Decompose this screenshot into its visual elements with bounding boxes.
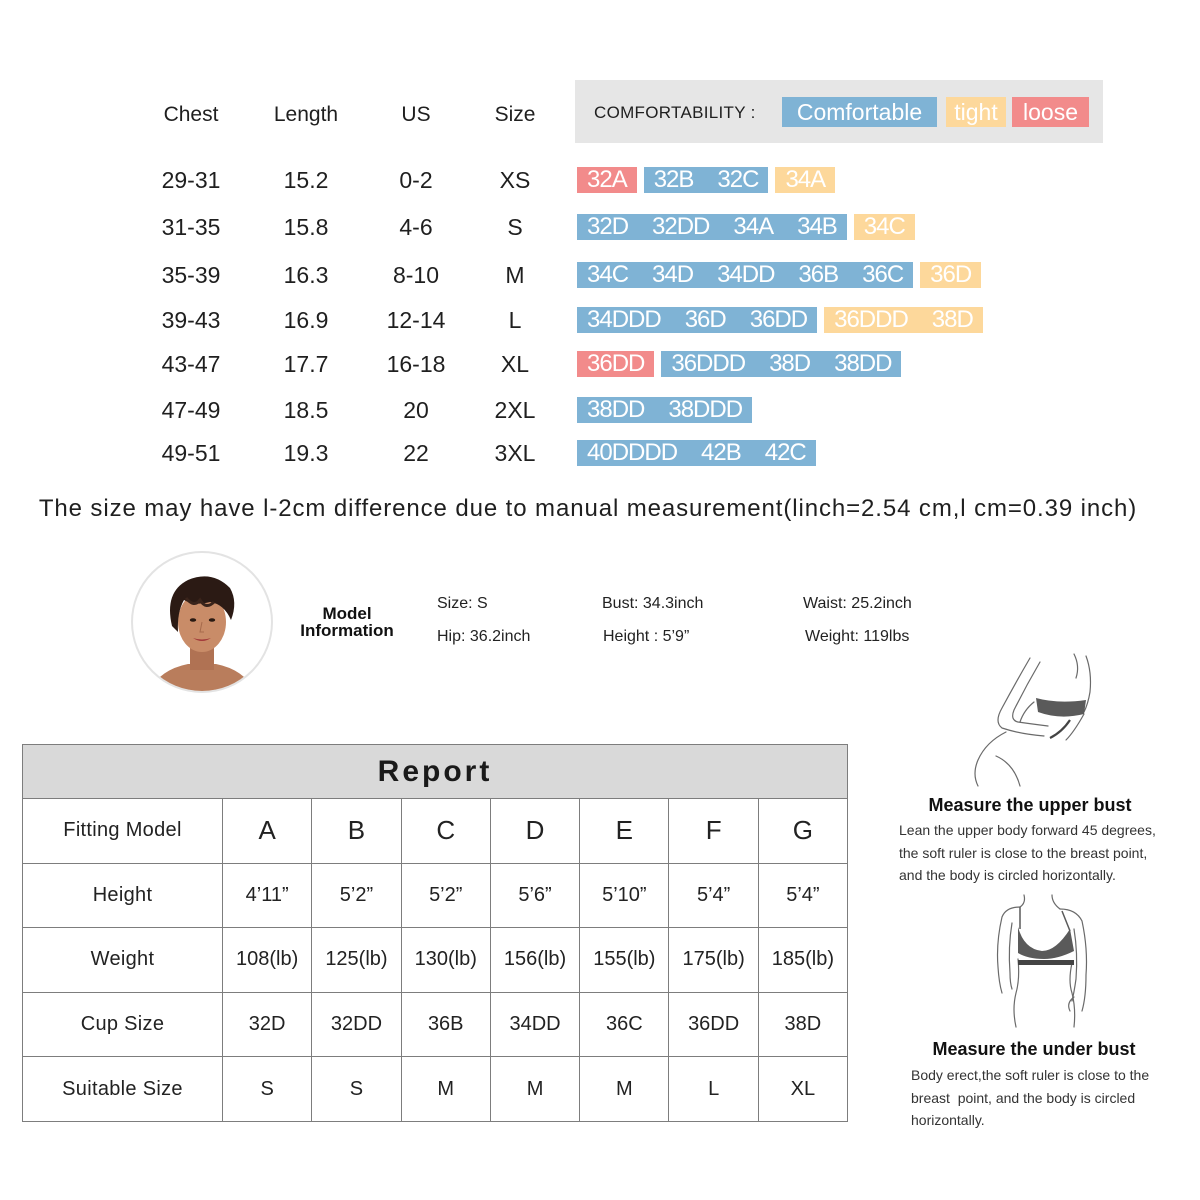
report-title: Report	[23, 745, 848, 799]
cup-size-label: 36C	[862, 261, 904, 288]
cup-size-label: 38DD	[587, 396, 645, 423]
cup-size-label: 34DDD	[587, 306, 661, 333]
chest-cell: 49-51	[161, 440, 221, 466]
cup-size-bars	[577, 307, 990, 333]
report-row	[23, 863, 848, 928]
comfortability-label: COMFORTABILITY :	[594, 103, 756, 122]
cup-size-label: 36DDD	[834, 306, 908, 333]
report-cell: M	[401, 1057, 490, 1122]
cup-size-label: 36D	[684, 306, 726, 333]
cup-size-label: 36DD	[587, 350, 645, 377]
loose-cup-bar	[577, 351, 654, 377]
report-row	[23, 1057, 848, 1122]
length-cell: 16.9	[283, 307, 329, 333]
comfortable-cup-bar	[577, 214, 847, 240]
us-cell: 16-18	[386, 351, 446, 377]
report-row	[23, 992, 848, 1057]
report-header-row	[23, 745, 848, 799]
size-cell: XS	[499, 167, 531, 193]
model-hip: Hip: 36.2inch	[437, 628, 531, 645]
under-bust-illustration	[990, 893, 1095, 1028]
under-bust-title: Measure the under bust	[932, 1039, 1136, 1059]
report-cell: 32DD	[312, 992, 401, 1057]
report-cell: 36C	[580, 992, 669, 1057]
report-cell: B	[312, 799, 401, 864]
under-bust-instructions	[911, 1064, 1149, 1132]
size-row	[0, 440, 1200, 466]
cup-size-bars	[577, 167, 842, 193]
length-cell: 16.3	[283, 262, 329, 288]
report-cell: 5’2”	[312, 863, 401, 928]
report-cell: 34DD	[490, 992, 579, 1057]
cup-size-label: 36DD	[749, 306, 808, 333]
chest-cell: 35-39	[161, 262, 221, 288]
us-cell: 20	[403, 397, 429, 423]
report-cell: 5’6”	[490, 863, 579, 928]
model-weight: Weight: 119lbs	[805, 628, 910, 645]
report-row	[23, 928, 848, 993]
cup-size-bars	[577, 262, 988, 288]
cup-size-label: 32D	[587, 213, 629, 240]
length-header: Length	[273, 103, 339, 126]
upper-bust-title: Measure the upper bust	[928, 795, 1132, 815]
cup-size-label: 42C	[764, 439, 806, 466]
instruction-line: the soft ruler is close to the breast point,	[899, 844, 1148, 861]
comfortable-cup-bar	[661, 351, 901, 377]
cup-size-label: 32C	[717, 166, 759, 193]
size-cell: S	[507, 214, 523, 240]
comfortable-cup-bar	[577, 262, 913, 288]
measurement-disclaimer: The size may have l-2cm difference due to manual measurement(linch=2.54 cm,l cm=0.39 inch)	[38, 495, 1138, 522]
loose-cup-bar	[577, 167, 637, 193]
cup-size-label: 34D	[652, 261, 694, 288]
report-cell: 130(lb)	[401, 928, 490, 993]
report-cell: 5’2”	[401, 863, 490, 928]
report-cell: 5’4”	[758, 863, 847, 928]
size-row	[0, 307, 1200, 333]
report-cell: 125(lb)	[312, 928, 401, 993]
model-heading-line2: Information	[300, 621, 394, 640]
chest-header: Chest	[163, 103, 219, 126]
report-cell: 4’11”	[223, 863, 312, 928]
report-row	[23, 799, 848, 864]
comfortable-cup-bar	[577, 397, 752, 423]
report-row-label: Cup Size	[23, 992, 223, 1057]
us-cell: 8-10	[392, 262, 440, 288]
cup-size-label: 34DD	[717, 261, 775, 288]
cup-size-bars	[577, 440, 823, 466]
cup-size-label: 38DD	[834, 350, 892, 377]
chest-cell: 31-35	[161, 214, 221, 240]
comfortable-cup-bar	[644, 167, 769, 193]
us-cell: 12-14	[386, 307, 446, 333]
size-row	[0, 214, 1200, 240]
report-cell: 36B	[401, 992, 490, 1057]
cup-size-bars	[577, 397, 759, 423]
report-row-label: Weight	[23, 928, 223, 993]
model-avatar	[130, 550, 274, 694]
instruction-line: and the body is circled horizontally.	[899, 867, 1116, 883]
report-cell: G	[758, 799, 847, 864]
model-bust: Bust: 34.3inch	[602, 595, 704, 612]
report-cell: 38D	[758, 992, 847, 1057]
cup-size-label: 34C	[863, 213, 905, 240]
tight-cup-bar	[920, 262, 981, 288]
report-row-label: Fitting Model	[23, 799, 223, 864]
fitting-report-table	[22, 744, 848, 1122]
report-cell: 156(lb)	[490, 928, 579, 993]
size-row	[0, 397, 1200, 423]
cup-size-label: 38DDD	[668, 396, 743, 423]
report-cell: 5’10”	[580, 863, 669, 928]
chest-cell: 29-31	[161, 167, 221, 193]
report-cell: D	[490, 799, 579, 864]
cup-size-bars	[577, 351, 908, 377]
cup-size-label: 34A	[785, 166, 826, 193]
report-cell: M	[490, 1057, 579, 1122]
cup-size-label: 40DDDD	[587, 439, 678, 466]
report-row-label: Height	[23, 863, 223, 928]
report-cell: 155(lb)	[580, 928, 669, 993]
cup-size-label: 32A	[587, 166, 627, 193]
upper-bust-instructions	[899, 819, 1156, 887]
size-row	[0, 167, 1200, 193]
model-height: Height : 5’9”	[603, 628, 690, 645]
length-cell: 17.7	[283, 351, 329, 377]
size-cell: XL	[500, 351, 530, 377]
size-row	[0, 262, 1200, 288]
cup-size-label: 38D	[931, 306, 973, 333]
legend-tight-chip: tight	[946, 97, 1006, 127]
us-cell: 0-2	[399, 167, 433, 193]
chest-cell: 43-47	[161, 351, 221, 377]
comfortable-cup-bar	[577, 307, 817, 333]
model-information-heading	[287, 605, 407, 639]
cup-size-label: 34A	[733, 213, 774, 240]
report-cell: F	[669, 799, 758, 864]
legend-comfortable-chip: Comfortable	[782, 97, 937, 127]
instruction-line: Lean the upper body forward 45 degrees,	[899, 822, 1156, 838]
upper-bust-illustration	[962, 652, 1094, 788]
report-cell: E	[580, 799, 669, 864]
report-cell: C	[401, 799, 490, 864]
instruction-line: horizontally.	[911, 1112, 985, 1128]
size-row	[0, 351, 1200, 377]
length-cell: 15.8	[283, 214, 329, 240]
cup-size-label: 32B	[653, 166, 694, 193]
comfortability-legend	[575, 80, 1103, 143]
cup-size-label: 36B	[798, 261, 839, 288]
model-size: Size: S	[437, 595, 488, 612]
cup-size-label: 34B	[797, 213, 837, 240]
report-cell: 175(lb)	[669, 928, 758, 993]
cup-size-label: 32DD	[652, 213, 710, 240]
us-header: US	[401, 103, 431, 126]
cup-size-label: 34C	[587, 261, 629, 288]
report-cell: M	[580, 1057, 669, 1122]
tight-cup-bar	[824, 307, 983, 333]
us-cell: 4-6	[399, 214, 433, 240]
cup-size-bars	[577, 214, 922, 240]
length-cell: 15.2	[283, 167, 329, 193]
report-cell: 185(lb)	[758, 928, 847, 993]
size-cell: 2XL	[494, 397, 536, 423]
size-cell: L	[508, 307, 522, 333]
size-header: Size	[494, 103, 536, 126]
report-cell: XL	[758, 1057, 847, 1122]
chest-cell: 39-43	[161, 307, 221, 333]
cup-size-label: 38D	[769, 350, 811, 377]
model-waist: Waist: 25.2inch	[803, 595, 912, 612]
tight-cup-bar	[775, 167, 835, 193]
size-cell: M	[505, 262, 525, 288]
legend-loose-chip: loose	[1012, 97, 1089, 127]
cup-size-label: 36D	[930, 261, 972, 288]
model-heading-line1: Model	[322, 604, 372, 623]
us-cell: 22	[403, 440, 429, 466]
tight-cup-bar	[854, 214, 915, 240]
cup-size-label: 42B	[701, 439, 741, 466]
report-cell: 5’4”	[669, 863, 758, 928]
cup-size-label: 36DDD	[671, 350, 746, 377]
instruction-line: breast point, and the body is circled	[911, 1089, 1136, 1106]
report-cell: S	[312, 1057, 401, 1122]
chest-cell: 47-49	[161, 397, 221, 423]
length-cell: 18.5	[283, 397, 329, 423]
report-cell: A	[223, 799, 312, 864]
size-cell: 3XL	[494, 440, 536, 466]
length-cell: 19.3	[283, 440, 329, 466]
report-cell: 32D	[223, 992, 312, 1057]
report-cell: S	[223, 1057, 312, 1122]
report-cell: L	[669, 1057, 758, 1122]
report-cell: 36DD	[669, 992, 758, 1057]
report-cell: 108(lb)	[223, 928, 312, 993]
instruction-line: Body erect,the soft ruler is close to the	[911, 1067, 1150, 1083]
report-row-label: Suitable Size	[23, 1057, 223, 1122]
comfortable-cup-bar	[577, 440, 816, 466]
